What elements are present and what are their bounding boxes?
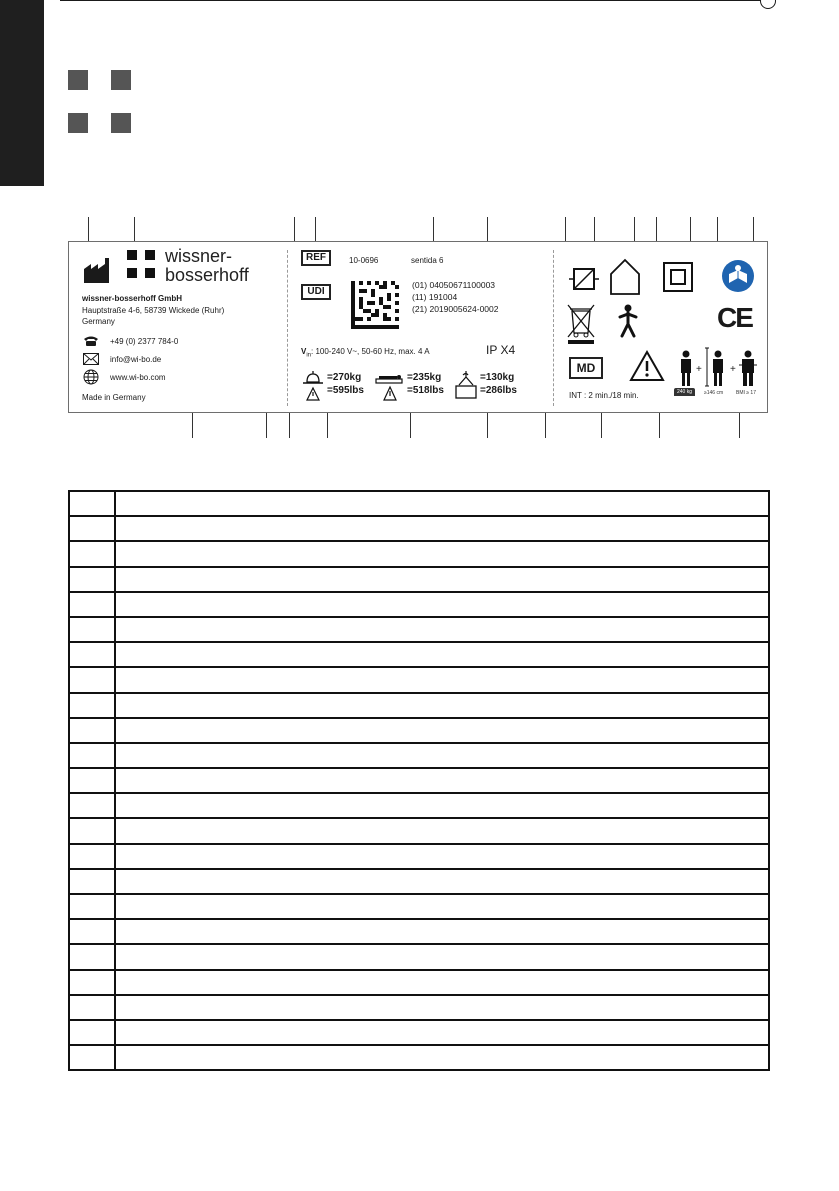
row-number-cell xyxy=(69,944,115,969)
globe-icon xyxy=(82,370,100,384)
row-number-cell xyxy=(69,718,115,743)
company-name: wissner-bosserhoff GmbH xyxy=(82,294,183,303)
email-address: info@wi-bo.de xyxy=(110,354,162,364)
row-description-cell xyxy=(115,617,769,642)
table-row xyxy=(69,844,769,869)
row-description-cell xyxy=(115,818,769,843)
row-description-cell xyxy=(115,844,769,869)
table-row xyxy=(69,793,769,818)
intermittent-operation: INT : 2 min./18 min. xyxy=(569,391,639,400)
table-row xyxy=(69,995,769,1020)
product-name: sentida 6 xyxy=(411,256,444,265)
patient-weight-values: =235kg =518lbs xyxy=(407,372,444,396)
nav-square xyxy=(68,70,88,90)
row-description-cell xyxy=(115,869,769,894)
brand-logo-icon xyxy=(127,250,157,280)
row-number-cell xyxy=(69,894,115,919)
row-number-cell xyxy=(69,592,115,617)
row-number-cell xyxy=(69,516,115,541)
voltage-text: : 100-240 V~, 50-60 Hz, max. 4 A xyxy=(311,347,430,356)
table-row xyxy=(69,592,769,617)
row-description-cell xyxy=(115,793,769,818)
email-row xyxy=(82,351,161,367)
safe-working-load-values: =270kg =595lbs xyxy=(327,372,364,396)
type-b-applied-part-icon xyxy=(617,304,639,338)
plus-sign: + xyxy=(696,364,702,375)
table-row xyxy=(69,970,769,995)
table-row xyxy=(69,667,769,692)
table-row xyxy=(69,768,769,793)
row-description-cell xyxy=(115,995,769,1020)
row-number-cell xyxy=(69,693,115,718)
row-description-cell xyxy=(115,1020,769,1045)
crop-mark-line xyxy=(60,0,760,1)
lifting-pole-values: =130kg =286lbs xyxy=(480,372,517,396)
row-description-cell xyxy=(115,894,769,919)
website: www.wi-bo.com xyxy=(110,372,166,382)
patient-bmi-text: BMI ≥ 17 xyxy=(736,390,756,396)
row-number-cell xyxy=(69,768,115,793)
row-description-cell xyxy=(115,693,769,718)
patient-bmi-figure-icon xyxy=(739,350,757,388)
company-address: Hauptstraße 4-6, 58739 Wickede (Ruhr) Germany xyxy=(82,306,225,326)
row-number-cell xyxy=(69,1045,115,1070)
lifting-pole-load xyxy=(454,370,534,404)
voltage-rating xyxy=(301,347,430,359)
lifting-pole-icon xyxy=(454,370,478,402)
safe-working-load xyxy=(301,370,381,404)
voltage-symbol: V xyxy=(301,347,307,356)
table-row xyxy=(69,541,769,566)
brand-name: wissner- bosserhoff xyxy=(165,246,249,285)
web-row xyxy=(82,369,166,385)
legend-table-body xyxy=(69,491,769,1070)
phone-number: +49 (0) 2377 784-0 xyxy=(110,336,179,346)
row-description-cell xyxy=(115,642,769,667)
row-description-cell xyxy=(115,567,769,592)
row-description-cell xyxy=(115,667,769,692)
row-description-cell xyxy=(115,592,769,617)
row-number-cell xyxy=(69,667,115,692)
table-row xyxy=(69,516,769,541)
row-number-cell xyxy=(69,743,115,768)
medical-device-symbol: MD xyxy=(569,357,603,379)
table-row xyxy=(69,818,769,843)
read-manual-icon xyxy=(721,259,755,293)
weee-bin-icon xyxy=(564,303,598,345)
udi-symbol: UDI xyxy=(301,284,331,300)
max-patient-weight xyxy=(375,370,455,404)
table-row xyxy=(69,743,769,768)
ce-mark: CE xyxy=(717,302,752,333)
table-row xyxy=(69,944,769,969)
row-number-cell xyxy=(69,970,115,995)
udi-code-lines: (01) 04050671100003 (11) 191004 (21) 2019005624-0002 xyxy=(412,280,499,314)
row-description-cell xyxy=(115,491,769,516)
voltage-subscript: in xyxy=(306,352,312,359)
patient-weight-figure-icon xyxy=(677,350,695,388)
chapter-tab xyxy=(0,0,44,186)
product-label xyxy=(68,241,768,413)
row-number-cell xyxy=(69,567,115,592)
table-row xyxy=(69,491,769,516)
table-row xyxy=(69,1020,769,1045)
row-description-cell xyxy=(115,541,769,566)
table-row xyxy=(69,567,769,592)
ip-rating: IP X4 xyxy=(486,343,516,357)
row-number-cell xyxy=(69,541,115,566)
table-row xyxy=(69,919,769,944)
row-description-cell xyxy=(115,1045,769,1070)
safe-working-load-icon xyxy=(301,370,325,402)
patient-height-text: ≥146 cm xyxy=(704,390,724,396)
envelope-icon xyxy=(82,352,100,366)
nav-square xyxy=(111,113,131,133)
row-number-cell xyxy=(69,617,115,642)
row-description-cell xyxy=(115,970,769,995)
row-description-cell xyxy=(115,919,769,944)
row-description-cell xyxy=(115,768,769,793)
datamatrix-code xyxy=(351,281,399,329)
row-number-cell xyxy=(69,818,115,843)
row-description-cell xyxy=(115,743,769,768)
table-row xyxy=(69,693,769,718)
table-row xyxy=(69,1045,769,1070)
patient-weight-badge: 240 kg xyxy=(674,388,695,396)
row-description-cell xyxy=(115,944,769,969)
row-number-cell xyxy=(69,491,115,516)
nav-square xyxy=(111,70,131,90)
nav-square xyxy=(68,113,88,133)
patient-height-figure-icon xyxy=(705,346,729,388)
legend-table xyxy=(68,490,770,1071)
ref-number: 10-0696 xyxy=(349,256,379,265)
class-ii-icon xyxy=(663,262,693,292)
row-number-cell xyxy=(69,869,115,894)
plus-sign: + xyxy=(730,364,736,375)
made-in: Made in Germany xyxy=(82,393,146,402)
manufacturer-icon xyxy=(83,256,117,284)
patient-weight-icon xyxy=(375,370,405,402)
ref-symbol: REF xyxy=(301,250,331,266)
row-number-cell xyxy=(69,642,115,667)
warning-triangle-icon xyxy=(629,350,665,382)
label-divider xyxy=(287,250,288,406)
crop-mark-circle xyxy=(760,0,776,9)
table-row xyxy=(69,869,769,894)
table-row xyxy=(69,642,769,667)
phone-icon xyxy=(82,334,100,348)
row-number-cell xyxy=(69,1020,115,1045)
row-number-cell xyxy=(69,844,115,869)
dc-power-icon xyxy=(569,264,599,294)
row-number-cell xyxy=(69,995,115,1020)
phone-row xyxy=(82,333,178,349)
row-description-cell xyxy=(115,516,769,541)
home-use-icon xyxy=(607,256,643,296)
row-number-cell xyxy=(69,793,115,818)
label-divider xyxy=(553,250,554,406)
table-row xyxy=(69,894,769,919)
row-number-cell xyxy=(69,919,115,944)
row-description-cell xyxy=(115,718,769,743)
table-row xyxy=(69,718,769,743)
table-row xyxy=(69,617,769,642)
